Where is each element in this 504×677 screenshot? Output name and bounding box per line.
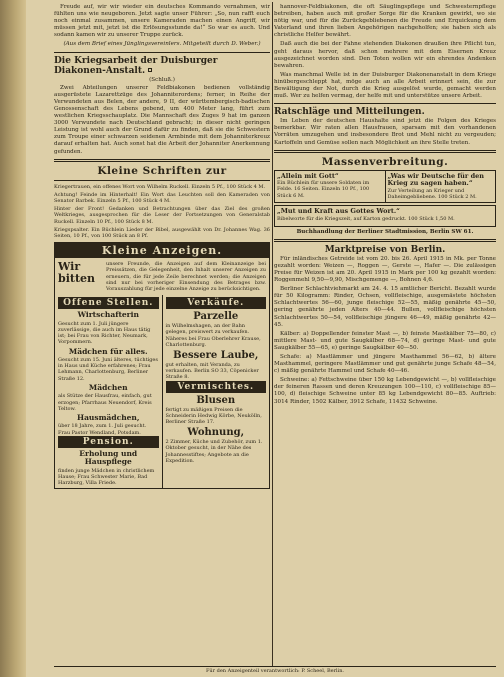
- ad-heading: Wohnung,: [187, 427, 245, 439]
- ads-notice-text: unsere Freunde, die Anzeigen auf dem Kleinanzeige bei Preissätzen, die Gelegenheit, den Inhalt unserer Anzeigen zu erneuern, die für jede Zeile berechnet werden; die Anzeigen sind nur bei vorheriger Einsendung des Betrages bzw. Vorauszahlung für jede einzelne Anzeige zu berücksichtigen.: [106, 261, 266, 293]
- ads-notice-heading: Wir bitten: [58, 260, 96, 286]
- marktpreise-paragraph: Schafe: a) Mastlämmer und jüngere Masthammel 56—62, b) ältere Masthammel, geringere Mastlämmer und gut genährte junge Schafe 48—54, c) mäßig genährte Hammel und Schafe 40—46.: [274, 354, 496, 375]
- massen-box: [274, 170, 496, 203]
- schriften-entry: Kriegspsalter. Ein Büchlein Lieder der Bibel, ausgewählt von Dr. Johannes Wag. 36 Seiten, 10 Pf., von 100 Stück an 8 Pf.: [54, 226, 270, 240]
- marktpreise-paragraph: Berliner Schlachtviehmarkt am 24. 4. 15 amtlicher Bericht. Bezahlt wurde für 50 Kilogramm: Rinder, Ochsen, vollfleischige, ausgemästete höchsten Schlachtwertes 56—60, junge fleischige 52—55, mäßig genährte 45—50, gering genährte jeden Alters 40—44. Bullen, vollfleischige höchsten Schlachtwertes 50—54, vollfleischige jüngere 46—49, mäßig genährte 42—45.: [274, 286, 496, 328]
- book-spine-edge: [0, 0, 26, 677]
- ad-text: gut erhalten, mit Veranda, zu verkaufen. Berlin SO 33, Cöpenicker Straße 8.: [165, 362, 259, 381]
- column-rule: [272, 2, 273, 667]
- schriften-entry: Kriegertrauen, ein offenes Wort von Wilhelm Ruckell. Einzeln 5 Pf., 100 Stück 4 M.: [54, 183, 266, 190]
- letter-attribution: (Aus dem Brief eines Jünglingsvereinlers. Mitgeteilt durch D. Weber.): [63, 41, 261, 48]
- massen-item-heading: „Was wir Deutsche für den Krieg zu sagen haben.“: [387, 171, 485, 188]
- ad-text: 2 Zimmer, Küche und Zubehör, zum 1. Oktober gesucht, in der Nähe des Johannesstiftes; Angebote an die Expedition.: [165, 439, 263, 464]
- massen-left: [275, 171, 385, 202]
- ad-text: Gesucht zum 1. Juli jüngere zuverlässige, die auch im Haus tätig ist; bei Frau von Richter, Neumark, Vorpommern.: [58, 320, 151, 346]
- left-column: [54, 4, 270, 664]
- kriegsarbeit-subtitle: (Schluß.): [149, 76, 175, 83]
- ad-heading: Wirtschafterin: [77, 310, 139, 320]
- double-divider: [54, 159, 270, 162]
- double-divider: [274, 239, 496, 242]
- ad-text: über 18 Jahre, zum 1. Juli gesucht. Frau Pastor Wendland, Potsdam.: [58, 423, 147, 436]
- massen-right: [385, 171, 496, 202]
- massen-item-heading: „Allein mit Gott“: [277, 171, 339, 180]
- ads-right-column: [162, 295, 270, 488]
- letter-paragraph: Freude auf, wir wir wieder ein deutsches Kommando vernahmen, wir fühlten uns wie neugeboren. Jetzt sagte unser Führer: „So, nun rafft euch noch einmal zusammen, unsere Kameraden machen einen Angriff, wir müssen jetzt mit, jetzt ist die Erlösungsstunde da!“ So war es auch. Und sodann kamen wir zu unserer Truppe zurück.: [54, 4, 270, 39]
- divider: [274, 103, 496, 104]
- schriften-entry: Hinter der Front! Gedanken und Betrachtungen über das Ziel des großen Weltkrieges, ausgesprochen für die Leser der Fortsetzungen von Generalstab Ruckell. Einzeln 10 Pf., 100 Stück 8 M.: [54, 206, 270, 225]
- page-footer: Für den Anzeigenteil verantwortlich: P. Scheel, Berlin.: [54, 666, 496, 674]
- kriegsarbeit-text: Zwei Abteilungen unserer Feldbiakonen bedienen vollständig ausgerüstete Lazarettzüge des Johanniterordens; ferner, in Reihe der Verwundeten aus Belen, der andere, 9 II, der württembergisch-badischen Genossenschaft des Lebens gebend, um 400 Meter lang, führt zum westlichen Kriegsschauplatz. Die Mannschaft des Zuges 9 hat im ganzen 3000 Verwundete nach Deutschland gebracht; in dieser nicht geringen Leistung ist wohl auch der Grund dafür zu finden, daß sie die Schwestern zum Troupe einer schwarzen seidenen Armbinde mit dem Johanniterkreuz darauf erhalten hat. Auch sonst hat die Arbeit der Johanniter Anerkennung gefunden.: [54, 84, 270, 155]
- ad-heading: Bessere Laube,: [173, 350, 259, 362]
- schriften-entry: Achtung! Feinde im Hinterhalt! Ein Wort das Leuchten soll den Kameraden von Senator Barbek. Einzeln 5 Pf., 100 Stück 4 M.: [54, 191, 270, 204]
- marktpreise-paragraph: Schweine: a) Fettschweine über 150 kg Lebendgewicht —, b) vollfleischige der feineren Rassen und deren Kreuzungen 100—110, c) vollfleischige 85—100, d) fleischige Schweine unter 85 kg Lebendgewicht 80—85. Auftrieb: 3014 Rinder, 1502 Kälber, 3912 Schafe, 11432 Schweine.: [274, 377, 496, 405]
- double-divider: [274, 150, 496, 153]
- ad-heading: Parzelle: [193, 311, 239, 323]
- intro-paragraph: Daß auch die bei der Fahne stehenden Diakonen draußen ihre Pflicht tun, geht daraus hervor, daß schon mehrere mit dem Eisernen Kreuz ausgezeichnet worden sind. Den Toten wollen wir ein ehrendes Andenken bewahren.: [274, 41, 496, 69]
- square-ornament-icon: [148, 68, 152, 72]
- marktpreise-paragraph: Für inländisches Getreide ist vom 20. bis 26. April 1915 in Mk. per Tonne gezahlt worden: Weizen —, Roggen —, Gerste —, Hafer —. Die zulässigen Preise für Weizen ist am 20. April 1915 in Mark per 100 kg gezahlt worden: Roggenmehl 9,50—9,90, Mischgemenge —, Bohnen 4,6.: [274, 255, 496, 284]
- ad-heading: Erholung und Hauspflege: [79, 448, 138, 467]
- massen-item-text: Bibelworte für die Kriegszeit, auf Karton gedruckt. 100 Stück 1,50 M.: [277, 215, 455, 222]
- ad-heading: Hausmädchen,: [76, 412, 140, 422]
- intro-paragraph: hannover-Feldbiakonen, die oft Säuglingspflege und Schwesternpflege betreiben, haben auch mit großer Sorge für die Kranken gewirkt, wo sie nötig war, und für die Zurückgebliebenen die Freude und Erquickung dem Vaterland und ihren lieben Angehörigen nachgeholfen; sie haben sich als christliche Helfer bewährt.: [274, 4, 496, 39]
- schriften-heading: Kleine Schriften zur: [97, 164, 227, 177]
- marktpreise-paragraph: Kälber: a) Doppellender feinster Mast —, b) feinste Mastkälber 75—80, c) mittlere Mast- und gute Saugkälber 68—74, d) geringe Mast- und gute Saugkälber 55—65, e) geringe Saugkälber 40—50.: [274, 330, 496, 351]
- ad-heading: Mädchen für alles.: [68, 346, 148, 356]
- ad-text: fertigt zu mäßigen Preisen die Schneiderin Hedwig Körbe, Neukölln, Berliner Straße 17.: [165, 406, 262, 426]
- intro-paragraph: Was manchmal Welle ist in der Duisburger Diakonenanstalt in dem Kriege hinübergeschleppt hat, möge auch an alle Arbeit erinnert sein, die zur Bewältigung der Not, durch die Krieg ausgelöst wurde, gemacht werden muß. Wer zu helfen vermag, der helfe mit und unterstütze unsere Arbeit.: [274, 71, 496, 100]
- ratschlaege-text: Im Leben der deutschen Haushalte sind jetzt die Folgen des Krieges bemerkbar. Wir raten allen Hausfrauen, sparsam mit den vorhandenen Vorräten umzugehen und insbesondere Brot und Mehl nicht zu vergeuden; Kartoffeln und Gemüse sollen nach Möglichkeit an ihre Stelle treten.: [274, 118, 496, 146]
- massen-item-heading: „Mut und Kraft aus Gottes Wort.“: [277, 207, 400, 215]
- right-column: [274, 4, 496, 664]
- ads-notice: [55, 258, 269, 295]
- massen-bottom-box: [274, 205, 496, 227]
- divider: [54, 52, 270, 53]
- ad-text: in Wilhelmshagen, an der Bahn gelegen, preiswert zu verkaufen. Näheres bei Frau Oberlehrer Krause, Charlottenburg.: [165, 323, 261, 348]
- marktpreise-heading: Marktpreise von Berlin.: [324, 244, 446, 255]
- verkaeufe-banner: Verkäufe.: [166, 297, 267, 309]
- massen-publisher: Buchhandlung der Berliner Stadtmission, Berlin SW 61.: [296, 228, 474, 235]
- massen-item-text: Ein Büchlein für unsere Soldaten im Felde. 16 Seiten. Einzeln 10 Pf., 100 Stück 6 M.: [277, 180, 370, 199]
- ad-text: Gesucht zum 15. Juni älteres, tüchtiges in Haus und Küche erfahrenes; Frau Lehmann, Charlottenburg, Berliner Straße 12.: [58, 357, 158, 382]
- ads-columns: [55, 295, 269, 488]
- massen-heading: Massenverbreitung.: [321, 155, 449, 168]
- divider: [54, 180, 270, 181]
- ad-text: finden junge Mädchen in christlichem Hause; Frau Schwester Marie, Bad Harzburg, Villa Friede.: [58, 467, 155, 487]
- ad-heading: Blusen: [196, 394, 236, 406]
- ads-left-column: [55, 295, 162, 488]
- ratschlaege-heading: Ratschläge und Mitteilungen.: [274, 107, 425, 118]
- pension-banner: Pension.: [58, 436, 159, 448]
- ad-heading: Mädchen: [88, 382, 128, 392]
- ad-text: als Stütze der Hausfrau, einfach, gut erzogen; Pfarrhaus Neuendorf, Kreis Teltow.: [58, 393, 152, 412]
- classified-ads-box: [54, 242, 270, 489]
- vermischtes-banner: Vermischtes.: [166, 381, 267, 393]
- offene-stellen-banner: Offene Stellen.: [58, 297, 159, 309]
- kriegsarbeit-heading: Die Kriegsarbeit der Duisburger Diakonen-Anstalt.: [54, 55, 218, 76]
- massen-item-text: Zur Verteilung an Krieger und Daheimgebliebene. 100 Stück 2 M.: [387, 187, 477, 200]
- classified-ads-banner: Kleine Anzeigen.: [55, 243, 269, 258]
